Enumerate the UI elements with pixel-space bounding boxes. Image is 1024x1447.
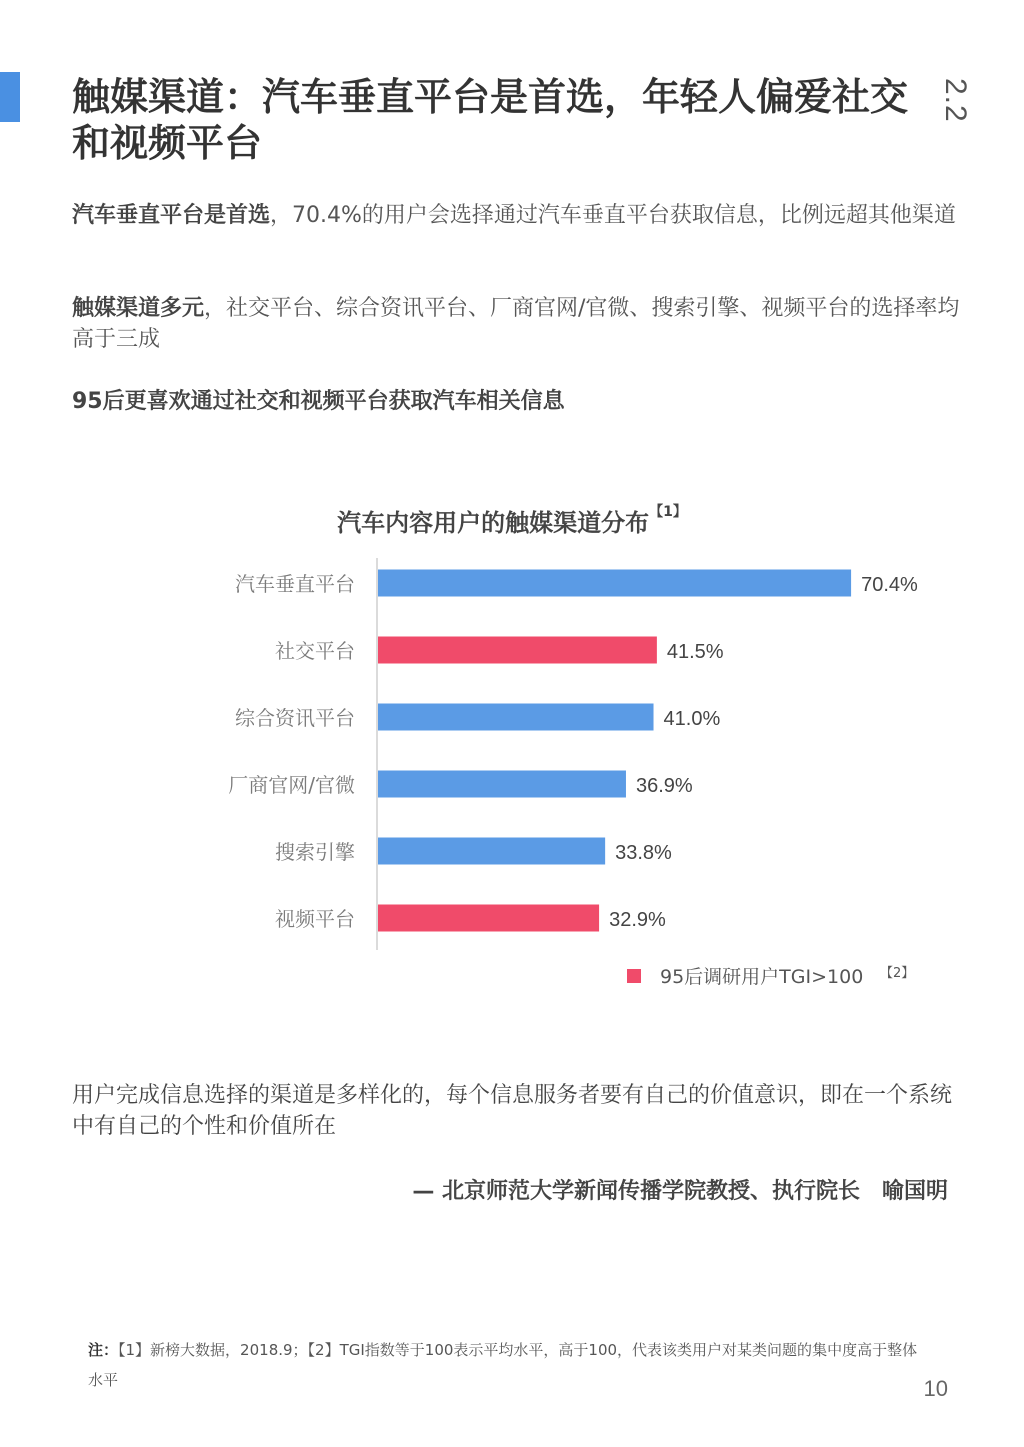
section-number: 2.2 [939,78,972,123]
legend-note: 【2】 [880,966,915,981]
footnote-label: 注： [88,1341,119,1359]
paragraph-1-text: ，70.4%的用户会选择通过汽车垂直平台获取信息，比例远超其他渠道 [270,203,956,228]
paragraph-3 [72,386,962,417]
channel-bar-chart [0,540,1024,1010]
paragraph-2 [72,293,962,355]
page-number: 10 [923,1376,948,1401]
legend-label: 95后调研用户TGI>100 [660,966,864,988]
bar [378,771,626,798]
category-label: 搜索引擎 [275,840,355,864]
category-label: 厂商官网/官微 [228,773,355,797]
bar [378,570,851,597]
value-label: 32.9% [609,909,666,931]
paragraph-2-text: ，社交平台、综合资讯平台、厂商官网/官微、搜索引擎、视频平台的选择率均高于三成 [72,296,960,352]
page-title: 触媒渠道：汽车垂直平台是首选，年轻人偏爱社交和视频平台 [72,75,909,165]
paragraph-1 [72,200,962,231]
chart-title-note: 【1】 [649,504,687,520]
paragraph-2-bold: 触媒渠道多元 [72,296,205,321]
bar [378,905,599,932]
paragraph-1-bold: 汽车垂直平台是首选 [72,203,271,228]
quote-attribution: — 北京师范大学新闻传播学院教授、执行院长 喻国明 [412,1179,948,1204]
value-label: 33.8% [615,842,672,864]
bar [378,704,654,731]
category-label: 社交平台 [275,639,355,663]
category-label: 汽车垂直平台 [235,572,355,596]
chart-title [0,503,1024,538]
section-accent-bar [0,72,20,122]
bar [378,838,605,865]
value-label: 41.5% [666,641,724,663]
footnote [88,1335,928,1395]
bar [378,637,657,664]
quote: 用户完成信息选择的渠道是多样化的，每个信息服务者要有自己的价值意识，即在一个系统中有自己的个性和价值所在 [72,1083,953,1139]
value-label: 70.4% [861,574,918,596]
chart-title-text: 汽车内容用户的触媒渠道分布 [337,509,650,537]
value-label: 36.9% [635,775,693,797]
value-label: 41.0% [663,708,721,730]
paragraph-3-bold: 95后更喜欢通过社交和视频平台获取汽车相关信息 [72,389,565,414]
category-label: 视频平台 [275,907,355,931]
category-label: 综合资讯平台 [235,706,355,730]
legend-swatch [627,969,641,983]
footnote-text: 【1】新榜大数据，2018.9；【2】TGI指数等于100表示平均水平，高于100，代表该类用户对某类问题的集中度高于整体水平 [88,1341,918,1389]
